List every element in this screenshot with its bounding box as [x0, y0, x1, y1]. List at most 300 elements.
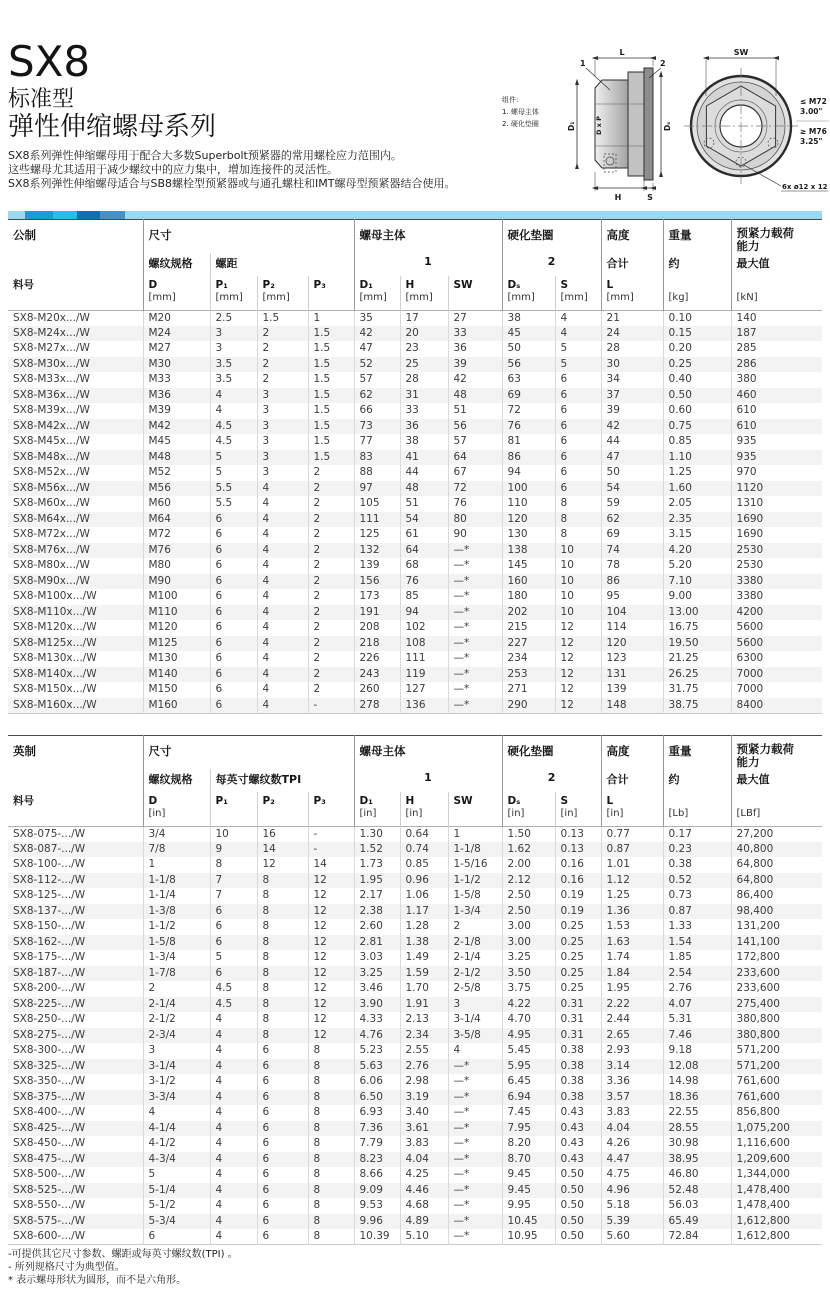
part-number-cell: SX8-137-.../W	[13, 904, 86, 917]
value-cell: M160	[143, 698, 210, 714]
value-cell: 4.33	[354, 1012, 400, 1028]
value-cell: 2	[308, 651, 354, 667]
value-cell: 6	[210, 605, 257, 621]
part-number-cell: SX8-250-.../W	[13, 1013, 86, 1026]
table-row	[8, 512, 822, 528]
group-spacer	[8, 253, 143, 276]
value-cell: 4.76	[354, 1028, 400, 1044]
part-number-cell: SX8-M150x.../W	[13, 683, 97, 696]
value-cell: 0.50	[555, 1198, 601, 1214]
part-number-cell: SX8-M76x.../W	[13, 543, 90, 556]
value-cell: 571,200	[731, 1043, 822, 1059]
value-cell: 10	[555, 558, 601, 574]
value-cell: 3-1/4	[448, 1012, 502, 1028]
value-cell: 1,478,400	[731, 1198, 822, 1214]
group-approx: 约	[663, 769, 731, 792]
value-cell: 8	[257, 1012, 308, 1028]
value-cell: 0.74	[400, 842, 448, 858]
value-cell: 5-3/4	[143, 1214, 210, 1230]
part-number-cell: SX8-M45x.../W	[13, 435, 90, 448]
value-cell: 5.60	[601, 1229, 663, 1245]
dim-label-Ds: Dₛ	[663, 121, 672, 131]
value-cell: 8	[308, 1229, 354, 1245]
value-cell: 86	[601, 574, 663, 590]
value-cell: 6	[257, 1090, 308, 1106]
value-cell: 1.38	[400, 935, 448, 951]
value-cell: 74	[601, 543, 663, 559]
value-cell: 187	[731, 326, 822, 342]
table-row	[8, 558, 822, 574]
col-header-7: SW	[448, 792, 502, 826]
value-cell: 7.45	[502, 1105, 555, 1121]
value-cell: 3/4	[143, 826, 210, 842]
col-header-9: S [mm]	[555, 276, 601, 310]
value-cell: 2	[257, 341, 308, 357]
value-cell: 3.40	[400, 1105, 448, 1121]
value-cell: 1.25	[601, 888, 663, 904]
value-cell: 4	[210, 1152, 257, 1168]
value-cell: 0.38	[555, 1059, 601, 1075]
value-cell: 6.50	[354, 1090, 400, 1106]
table-row	[8, 842, 822, 858]
value-cell: 2.98	[400, 1074, 448, 1090]
value-cell: 131,200	[731, 919, 822, 935]
value-cell: 6	[210, 966, 257, 982]
value-cell: 12	[555, 698, 601, 714]
part-number-cell: SX8-M48x.../W	[13, 450, 90, 463]
col-header-0: 料号	[13, 795, 34, 807]
side-view	[567, 48, 672, 202]
value-cell: 9.96	[354, 1214, 400, 1230]
value-cell: 5.5	[210, 481, 257, 497]
part-number-cell: SX8-M60x.../W	[13, 497, 90, 510]
value-cell: 6	[210, 527, 257, 543]
part-number-cell: SX8-M160x.../W	[13, 698, 97, 711]
value-cell: 1.85	[663, 950, 731, 966]
value-cell: 1.95	[601, 981, 663, 997]
technical-drawing	[498, 28, 830, 210]
group-washer: 硬化垫圈	[502, 220, 601, 254]
table-row	[8, 1136, 822, 1152]
value-cell: M110	[143, 605, 210, 621]
value-cell: 4.89	[400, 1214, 448, 1230]
table-row	[8, 1059, 822, 1075]
part-number-cell: SX8-M64x.../W	[13, 512, 90, 525]
value-cell: 2.00	[502, 857, 555, 873]
value-cell: 138	[502, 543, 555, 559]
value-cell: 3	[257, 450, 308, 466]
value-cell: 1.28	[400, 919, 448, 935]
value-cell: 51	[400, 496, 448, 512]
value-cell: 1.95	[354, 873, 400, 889]
value-cell: 6	[210, 589, 257, 605]
value-cell: 4	[210, 1121, 257, 1137]
value-cell: 5	[555, 357, 601, 373]
part-number-cell: SX8-550-.../W	[13, 1199, 86, 1212]
group-max: 最大值	[731, 253, 822, 276]
group-ref-1: 1	[354, 253, 502, 276]
page-subtitle-2: 弹性伸缩螺母系列	[8, 112, 217, 142]
value-cell: 0.43	[555, 1152, 601, 1168]
value-cell: 125	[354, 527, 400, 543]
value-cell: 7/8	[143, 842, 210, 858]
table-row	[8, 682, 822, 698]
value-cell: 7.36	[354, 1121, 400, 1137]
value-cell: M60	[143, 496, 210, 512]
value-cell: 141,100	[731, 935, 822, 951]
value-cell: 0.13	[555, 826, 601, 842]
value-cell: 83	[354, 450, 400, 466]
value-cell: 8	[257, 904, 308, 920]
part-number-cell: SX8-100-.../W	[13, 858, 86, 871]
value-cell: —*	[448, 1136, 502, 1152]
value-cell: 5.45	[502, 1043, 555, 1059]
value-cell: 69	[502, 388, 555, 404]
value-cell: 6	[257, 1152, 308, 1168]
value-cell: 10	[555, 589, 601, 605]
value-cell: 4	[257, 620, 308, 636]
dim-label-DxP: D x P	[595, 116, 603, 135]
value-cell: M150	[143, 682, 210, 698]
col-header-3: P₂ [mm]	[257, 276, 308, 310]
value-cell: M130	[143, 651, 210, 667]
value-cell: 234	[502, 651, 555, 667]
value-cell: 34	[601, 372, 663, 388]
value-cell: 9.09	[354, 1183, 400, 1199]
value-cell: 5	[143, 1167, 210, 1183]
value-cell: 380	[731, 372, 822, 388]
value-cell: 2.13	[400, 1012, 448, 1028]
value-cell: 48	[448, 388, 502, 404]
part-number-cell: SX8-450-.../W	[13, 1137, 86, 1150]
value-cell: 227	[502, 636, 555, 652]
value-cell: 1-7/8	[143, 966, 210, 982]
col-header-11: [kg]	[663, 276, 731, 310]
value-cell: 160	[502, 574, 555, 590]
callout-2: 2	[660, 59, 666, 68]
value-cell: 36	[448, 341, 502, 357]
value-cell: 0.16	[555, 857, 601, 873]
value-cell: 4	[210, 1090, 257, 1106]
value-cell: 5	[210, 950, 257, 966]
value-cell: 2	[308, 543, 354, 559]
value-cell: 10	[555, 574, 601, 590]
part-number-cell: SX8-M100x.../W	[13, 590, 97, 603]
value-cell: 1-5/8	[448, 888, 502, 904]
value-cell: 77	[354, 434, 400, 450]
part-number-cell: SX8-M125x.../W	[13, 636, 97, 649]
value-cell: 12	[308, 981, 354, 997]
value-cell: 0.38	[555, 1074, 601, 1090]
value-cell: —*	[448, 1105, 502, 1121]
part-number-cell: SX8-M80x.../W	[13, 559, 90, 572]
value-cell: 7	[210, 873, 257, 889]
table-row	[8, 388, 822, 404]
value-cell: 36	[400, 419, 448, 435]
value-cell: 610	[731, 419, 822, 435]
value-cell: 3	[210, 326, 257, 342]
legend-item-2: 2. 硬化垫圈	[502, 120, 539, 128]
part-number-cell: SX8-475-.../W	[13, 1152, 86, 1165]
col-header-10: L [in]	[601, 792, 663, 826]
value-cell: 123	[601, 651, 663, 667]
value-cell: 4	[555, 326, 601, 342]
value-cell: 130	[502, 527, 555, 543]
value-cell: 1.12	[601, 873, 663, 889]
value-cell: 0.43	[555, 1105, 601, 1121]
value-cell: 4.5	[210, 997, 257, 1013]
value-cell: 40,800	[731, 842, 822, 858]
value-cell: 4-1/2	[143, 1136, 210, 1152]
value-cell: 6	[555, 434, 601, 450]
value-cell: 6	[257, 1121, 308, 1137]
value-cell: 5	[555, 341, 601, 357]
value-cell: 47	[354, 341, 400, 357]
value-cell: 4	[555, 310, 601, 326]
value-cell: 38	[502, 310, 555, 326]
value-cell: 0.23	[663, 842, 731, 858]
table-row	[8, 605, 822, 621]
part-number-cell: SX8-375-.../W	[13, 1090, 86, 1103]
value-cell: 80	[448, 512, 502, 528]
value-cell: 39	[448, 357, 502, 373]
value-cell: 4	[210, 1183, 257, 1199]
value-cell: 0.50	[555, 1167, 601, 1183]
col-header-12: [LBf]	[731, 792, 822, 826]
col-header-7: SW	[448, 276, 502, 310]
group-weight: 重量	[663, 736, 731, 770]
part-number-cell: SX8-300-.../W	[13, 1044, 86, 1057]
value-cell: M72	[143, 527, 210, 543]
value-cell: 8	[308, 1059, 354, 1075]
value-cell: 0.15	[663, 326, 731, 342]
value-cell: 59	[601, 496, 663, 512]
value-cell: 0.73	[663, 888, 731, 904]
value-cell: 2	[308, 512, 354, 528]
value-cell: 9.53	[354, 1198, 400, 1214]
value-cell: 8	[257, 919, 308, 935]
value-cell: 2	[257, 357, 308, 373]
value-cell: 140	[731, 310, 822, 326]
value-cell: 935	[731, 434, 822, 450]
value-cell: 1.50	[502, 826, 555, 842]
value-cell: —*	[448, 1074, 502, 1090]
value-cell: 172,800	[731, 950, 822, 966]
value-cell: 3	[257, 403, 308, 419]
value-cell: 0.96	[400, 873, 448, 889]
table-row	[8, 357, 822, 373]
value-cell: 271	[502, 682, 555, 698]
value-cell: M120	[143, 620, 210, 636]
value-cell: 202	[502, 605, 555, 621]
value-cell: 4	[210, 1214, 257, 1230]
value-cell: 17	[400, 310, 448, 326]
value-cell: M36	[143, 388, 210, 404]
value-cell: 97	[354, 481, 400, 497]
value-cell: 4.04	[601, 1121, 663, 1137]
part-number-cell: SX8-187-.../W	[13, 966, 86, 979]
group-preload: 预紧力载荷能力	[731, 220, 822, 254]
footnote-2: - 所列规格尺寸为典型值。	[8, 1262, 125, 1273]
value-cell: 2530	[731, 543, 822, 559]
part-number-cell: SX8-525-.../W	[13, 1183, 86, 1196]
value-cell: 0.85	[663, 434, 731, 450]
value-cell: 1.06	[400, 888, 448, 904]
value-cell: 4.25	[400, 1167, 448, 1183]
value-cell: 1-5/8	[143, 935, 210, 951]
group-dims: 尺寸	[143, 736, 354, 770]
table-row	[8, 1043, 822, 1059]
value-cell: 62	[601, 512, 663, 528]
value-cell: 10.45	[502, 1214, 555, 1230]
value-cell: 1	[143, 857, 210, 873]
value-cell: 4	[210, 1136, 257, 1152]
value-cell: 105	[354, 496, 400, 512]
group-nut-body: 螺母主体	[354, 736, 502, 770]
value-cell: 2-1/4	[143, 997, 210, 1013]
part-number-cell: SX8-M24x.../W	[13, 326, 90, 339]
value-cell: 139	[354, 558, 400, 574]
value-cell: 2	[308, 496, 354, 512]
value-cell: 3.15	[663, 527, 731, 543]
value-cell: 460	[731, 388, 822, 404]
value-cell: 8	[257, 935, 308, 951]
annotation-sw-small: ≤ M72	[800, 97, 827, 106]
value-cell: 44	[400, 465, 448, 481]
value-cell: 12	[308, 888, 354, 904]
value-cell: 10	[555, 543, 601, 559]
dim-label-H: H	[614, 193, 622, 202]
value-cell: 1-3/4	[143, 950, 210, 966]
value-cell: 3.83	[400, 1136, 448, 1152]
value-cell: 2.76	[400, 1059, 448, 1075]
value-cell: 139	[601, 682, 663, 698]
value-cell: 208	[354, 620, 400, 636]
page-title: SX8	[8, 37, 91, 86]
part-number-cell: SX8-M27x.../W	[13, 342, 90, 355]
table-row	[8, 1229, 822, 1245]
table-row	[8, 904, 822, 920]
part-number-cell: SX8-400-.../W	[13, 1106, 86, 1119]
col-header-8: Dₛ [in]	[502, 792, 555, 826]
value-cell: 1	[448, 826, 502, 842]
table-row	[8, 481, 822, 497]
col-header-4: P₃	[308, 276, 354, 310]
metric-table-wrap	[8, 219, 822, 714]
table-row	[8, 620, 822, 636]
value-cell: 4	[210, 388, 257, 404]
value-cell: 3.25	[354, 966, 400, 982]
footnote-3: * 表示螺母形状为圆形，而不是六角形。	[8, 1275, 187, 1286]
value-cell: 1690	[731, 527, 822, 543]
value-cell: 1-1/4	[143, 888, 210, 904]
value-cell: 42	[601, 419, 663, 435]
nut-drawing-svg	[498, 28, 830, 210]
value-cell: 8	[308, 1105, 354, 1121]
value-cell: 0.16	[555, 873, 601, 889]
value-cell: 56	[448, 419, 502, 435]
value-cell: 0.38	[555, 1090, 601, 1106]
value-cell: —*	[448, 651, 502, 667]
table-row	[8, 698, 822, 714]
value-cell: 2-5/8	[448, 981, 502, 997]
value-cell: 8	[308, 1198, 354, 1214]
value-cell: 38	[400, 434, 448, 450]
value-cell: 4.07	[663, 997, 731, 1013]
value-cell: 173	[354, 589, 400, 605]
value-cell: 20	[400, 326, 448, 342]
value-cell: 8	[257, 966, 308, 982]
value-cell: 46.80	[663, 1167, 731, 1183]
description-line: 这些螺母尤其适用于减少螺纹中的应力集中，增加连接件的灵活性。	[8, 163, 338, 176]
callout-1: 1	[580, 59, 586, 68]
value-cell: 1.62	[502, 842, 555, 858]
value-cell: 3	[257, 434, 308, 450]
value-cell: 8	[257, 950, 308, 966]
table-row	[8, 1167, 822, 1183]
value-cell: 104	[601, 605, 663, 621]
value-cell: 35	[354, 310, 400, 326]
value-cell: 6	[210, 698, 257, 714]
part-number-cell: SX8-M56x.../W	[13, 481, 90, 494]
col-header-5: D₁ [mm]	[354, 276, 400, 310]
value-cell: 4	[257, 636, 308, 652]
value-cell: 27,200	[731, 826, 822, 842]
annotation-holes: 6x ø12 x 12	[782, 183, 828, 191]
value-cell: 145	[502, 558, 555, 574]
metric-table	[8, 219, 822, 714]
value-cell: 78	[601, 558, 663, 574]
col-header-8: Dₛ [mm]	[502, 276, 555, 310]
value-cell: 3380	[731, 589, 822, 605]
part-number-cell: SX8-M52x.../W	[13, 466, 90, 479]
value-cell: 2.93	[601, 1043, 663, 1059]
value-cell: 111	[354, 512, 400, 528]
value-cell: 4.68	[400, 1198, 448, 1214]
table-row	[8, 636, 822, 652]
value-cell: 6	[555, 481, 601, 497]
table-row	[8, 873, 822, 889]
value-cell: 12	[308, 1028, 354, 1044]
table-row	[8, 326, 822, 342]
value-cell: 4.04	[400, 1152, 448, 1168]
value-cell: 2.50	[502, 888, 555, 904]
value-cell: M100	[143, 589, 210, 605]
group-washer: 硬化垫圈	[502, 736, 601, 770]
value-cell: 4-1/4	[143, 1121, 210, 1137]
value-cell: —*	[448, 1121, 502, 1137]
value-cell: 856,800	[731, 1105, 822, 1121]
value-cell: 6	[210, 574, 257, 590]
value-cell: 5.20	[663, 558, 731, 574]
value-cell: 3.61	[400, 1121, 448, 1137]
value-cell: 45	[502, 326, 555, 342]
value-cell: 1.17	[400, 904, 448, 920]
value-cell: 24	[601, 326, 663, 342]
table-row	[8, 1183, 822, 1199]
table-row	[8, 651, 822, 667]
group-preload: 预紧力载荷能力	[731, 736, 822, 770]
value-cell: —*	[448, 1214, 502, 1230]
value-cell: 4	[210, 1043, 257, 1059]
value-cell: 44	[601, 434, 663, 450]
part-number-cell: SX8-112-.../W	[13, 873, 86, 886]
value-cell: M52	[143, 465, 210, 481]
value-cell: 1.5	[308, 357, 354, 373]
table-row	[8, 935, 822, 951]
part-number-cell: SX8-150-.../W	[13, 920, 86, 933]
value-cell: 0.38	[555, 1043, 601, 1059]
